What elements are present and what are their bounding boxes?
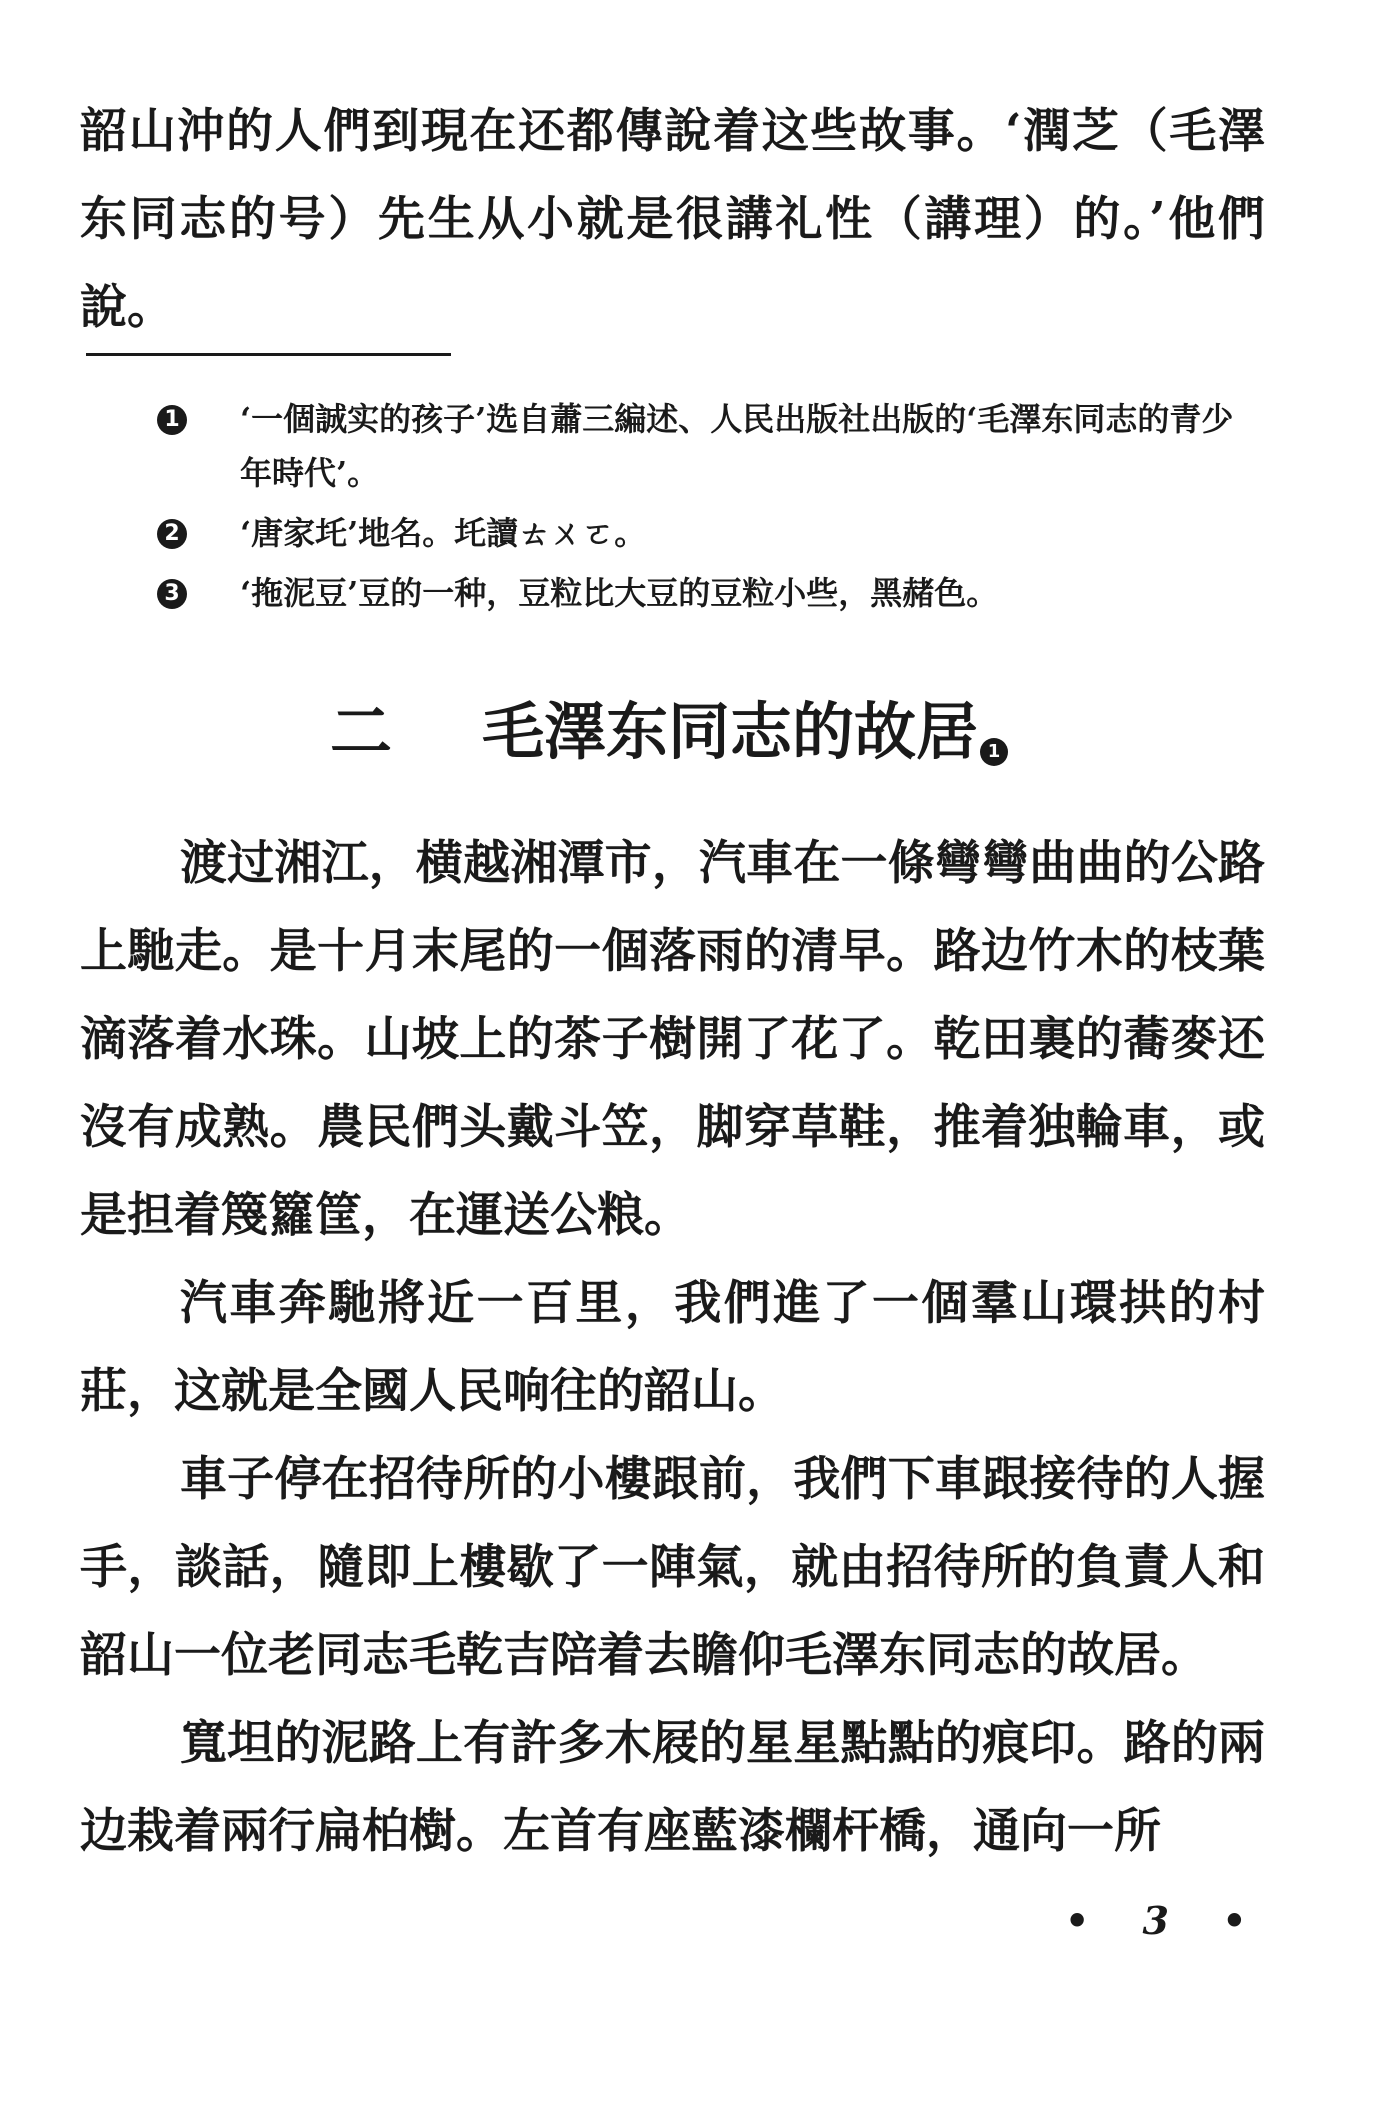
footnote-number-badge: 1	[157, 405, 187, 435]
footnote-marker: 1	[980, 738, 1008, 766]
footnote-number-badge: 3	[157, 579, 187, 609]
footnote-text: ‘唐家圫’地名。圫讀ㄊㄨㄛ。	[240, 514, 647, 552]
footnote-item	[155, 392, 1265, 500]
section-heading	[330, 692, 1008, 772]
continuation-paragraph: 韶山沖的人們到現在还都傳說着这些故事。‘潤芝（毛澤东同志的号）先生从小就是很講礼性（講理）的。’他們說。	[80, 104, 1265, 335]
paragraph: 汽車奔馳將近一百里，我們進了一個羣山環拱的村莊，这就是全國人民响往的韶山。	[80, 1276, 1265, 1419]
section-title: 毛澤东同志的故居	[482, 695, 979, 768]
paragraph: 寬坦的泥路上有許多木屐的星星點點的痕印。路的兩边栽着兩行扁柏樹。左首有座藍漆欄杆橋，通向一所	[80, 1716, 1265, 1859]
page-number-value: 3	[1142, 1898, 1189, 1943]
section-number: 二	[330, 695, 393, 768]
footnotes	[155, 392, 1265, 626]
footnote-divider	[86, 353, 451, 356]
footnote-text: ‘一個誠实的孩子’选自蕭三編述、人民出版社出版的‘毛澤东同志的青少年時代’。	[240, 400, 1234, 492]
paragraph: 渡过湘江，横越湘潭市，汽車在一條彎彎曲曲的公路上馳走。是十月末尾的一個落雨的清早。路边竹木的枝葉滴落着水珠。山坡上的茶子樹開了花了。乾田裏的蕎麥还沒有成熟。農民們头戴斗笠，脚穿草鞋，推着独輪車，或是担着篾籮筐，在運送公粮。	[80, 836, 1265, 1243]
footnote-text: ‘拖泥豆’豆的一种，豆粒比大豆的豆粒小些，黑赭色。	[240, 574, 999, 612]
main-text	[80, 820, 1265, 1876]
page-number: • 3 •	[1065, 1898, 1267, 1943]
footnote-number-badge: 2	[157, 519, 187, 549]
footnote-item	[155, 566, 1265, 620]
paragraph: 車子停在招待所的小樓跟前，我們下車跟接待的人握手，談話，隨即上樓歇了一陣氣，就由招待所的負責人和韶山一位老同志毛乾吉陪着去瞻仰毛澤东同志的故居。	[80, 1452, 1265, 1683]
footnote-item	[155, 506, 1265, 560]
